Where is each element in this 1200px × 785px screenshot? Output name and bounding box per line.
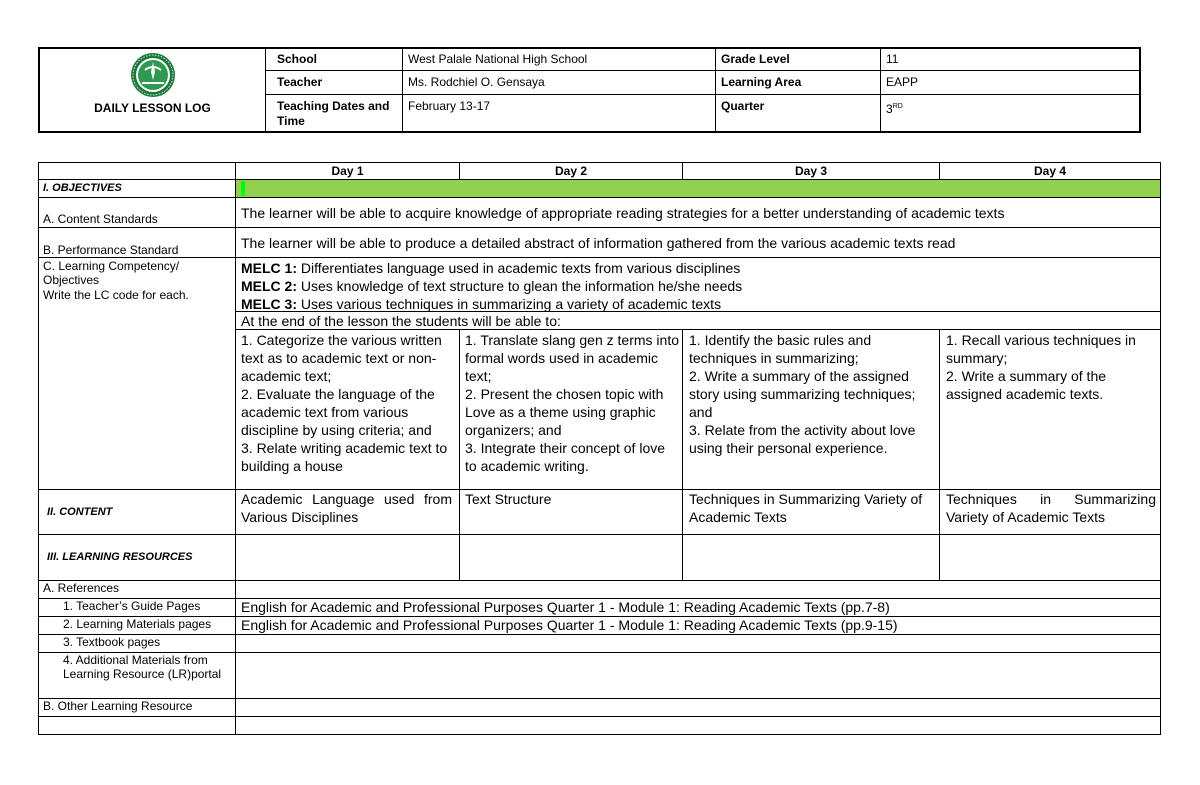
- day-4-content: Techniques in Summarizing Variety of Academic Texts: [946, 491, 1156, 525]
- day-3-content: Techniques in Summarizing Variety of Academic Texts: [689, 491, 923, 525]
- day-1-content: Academic Language used from Various Disciplines: [241, 491, 452, 525]
- grade-level-label: Grade Level: [721, 52, 790, 66]
- other-resource-label: B. Other Learning Resource: [43, 699, 193, 713]
- day-3-objectives: 1. Identify the basic rules and techniques in summarizing; 2. Write a summary of the assigned story using summarizing techniques; and 3. Relate from the activity about love using their personal experience.: [689, 332, 916, 456]
- performance-standard-text: The learner will be able to produce a detailed abstract of information gathered from the various academic texts read: [241, 235, 956, 251]
- content-standards-label: A. Content Standards: [43, 212, 158, 226]
- logo-cell: [40, 49, 266, 131]
- daily-lesson-log-title: DAILY LESSON LOG: [94, 101, 211, 115]
- day-2-content: Text Structure: [465, 491, 552, 507]
- day-4-objectives: 1. Recall various techniques in summary; 2. Write a summary of the assigned academic texts.: [946, 332, 1136, 402]
- end-of-lesson-text: At the end of the lesson the students will be able to:: [241, 313, 561, 329]
- teachers-guide-label: 1. Teacher’s Guide Pages: [63, 599, 201, 613]
- teacher-value: Ms. Rodchiel O. Gensaya: [408, 75, 545, 89]
- day-1-objectives: 1. Categorize the various written text as to academic text or non-academic text; 2. Evaluate the language of the academic text from various discipline by using criteria; and 3. Relate writing academic text to building a house: [241, 332, 448, 474]
- teaching-dates-label: Teaching Dates and Time: [277, 99, 390, 128]
- textbook-pages-label: 3. Textbook pages: [63, 635, 161, 649]
- lesson-grid: [38, 162, 1161, 735]
- header-table: [38, 47, 1141, 133]
- references-label: A. References: [43, 581, 120, 595]
- teacher-label: Teacher: [277, 75, 323, 89]
- grade-level-value: 11: [886, 52, 899, 66]
- melc-2: MELC 2: Uses knowledge of text structure to glean the information he/she needs: [241, 278, 743, 294]
- day-1-header: Day 1: [331, 164, 364, 178]
- learning-area-value: EAPP: [886, 75, 919, 89]
- objectives-green-bar: [236, 180, 1160, 197]
- learning-materials-label: 2. Learning Materials pages: [63, 617, 212, 631]
- content-label: II. CONTENT: [47, 506, 113, 518]
- learning-competency-label: C. Learning Competency/ Objectives: [43, 259, 180, 287]
- learning-resources-label: III. LEARNING RESOURCES: [47, 551, 193, 563]
- learning-competency-note: Write the LC code for each.: [43, 288, 189, 302]
- deped-seal-icon: [130, 52, 176, 98]
- day-3-header: Day 3: [794, 164, 828, 178]
- day-4-header: Day 4: [1033, 164, 1067, 178]
- teaching-dates-value: February 13-17: [408, 99, 491, 113]
- learning-materials-value: English for Academic and Professional Purposes Quarter 1 - Module 1: Reading Academic Texts (pp.9-15): [241, 617, 898, 633]
- day-2-header: Day 2: [554, 164, 588, 178]
- quarter-value: 3RD: [886, 102, 903, 116]
- school-label: School: [277, 52, 318, 66]
- melc-list: [241, 259, 1156, 313]
- melc-3: MELC 3: Uses various techniques in summarizing a variety of academic texts: [241, 296, 722, 312]
- performance-standard-label: B. Performance Standard: [43, 243, 179, 257]
- day-2-objectives: 1. Translate slang gen z terms into formal words used in academic text; 2. Present the chosen topic with Love as a theme using graphic organizers; and 3. Integrate their concept of love to academic writing.: [465, 332, 679, 474]
- content-standards-text: The learner will be able to acquire knowledge of appropriate reading strategies for a better understanding of academic texts: [241, 205, 1005, 221]
- learning-area-label: Learning Area: [721, 75, 802, 89]
- melc-1: MELC 1: Differentiates language used in academic texts from various disciplines: [241, 260, 741, 276]
- quarter-label: Quarter: [721, 99, 765, 113]
- objectives-label: I. OBJECTIVES: [43, 182, 122, 194]
- objectives-marker: [241, 181, 245, 196]
- additional-materials-label: 4. Additional Materials from Learning Resource (LR)portal: [63, 653, 222, 681]
- teachers-guide-value: English for Academic and Professional Purposes Quarter 1 - Module 1: Reading Academic Texts (pp.7-8): [241, 599, 890, 615]
- school-value: West Palale National High School: [408, 52, 588, 66]
